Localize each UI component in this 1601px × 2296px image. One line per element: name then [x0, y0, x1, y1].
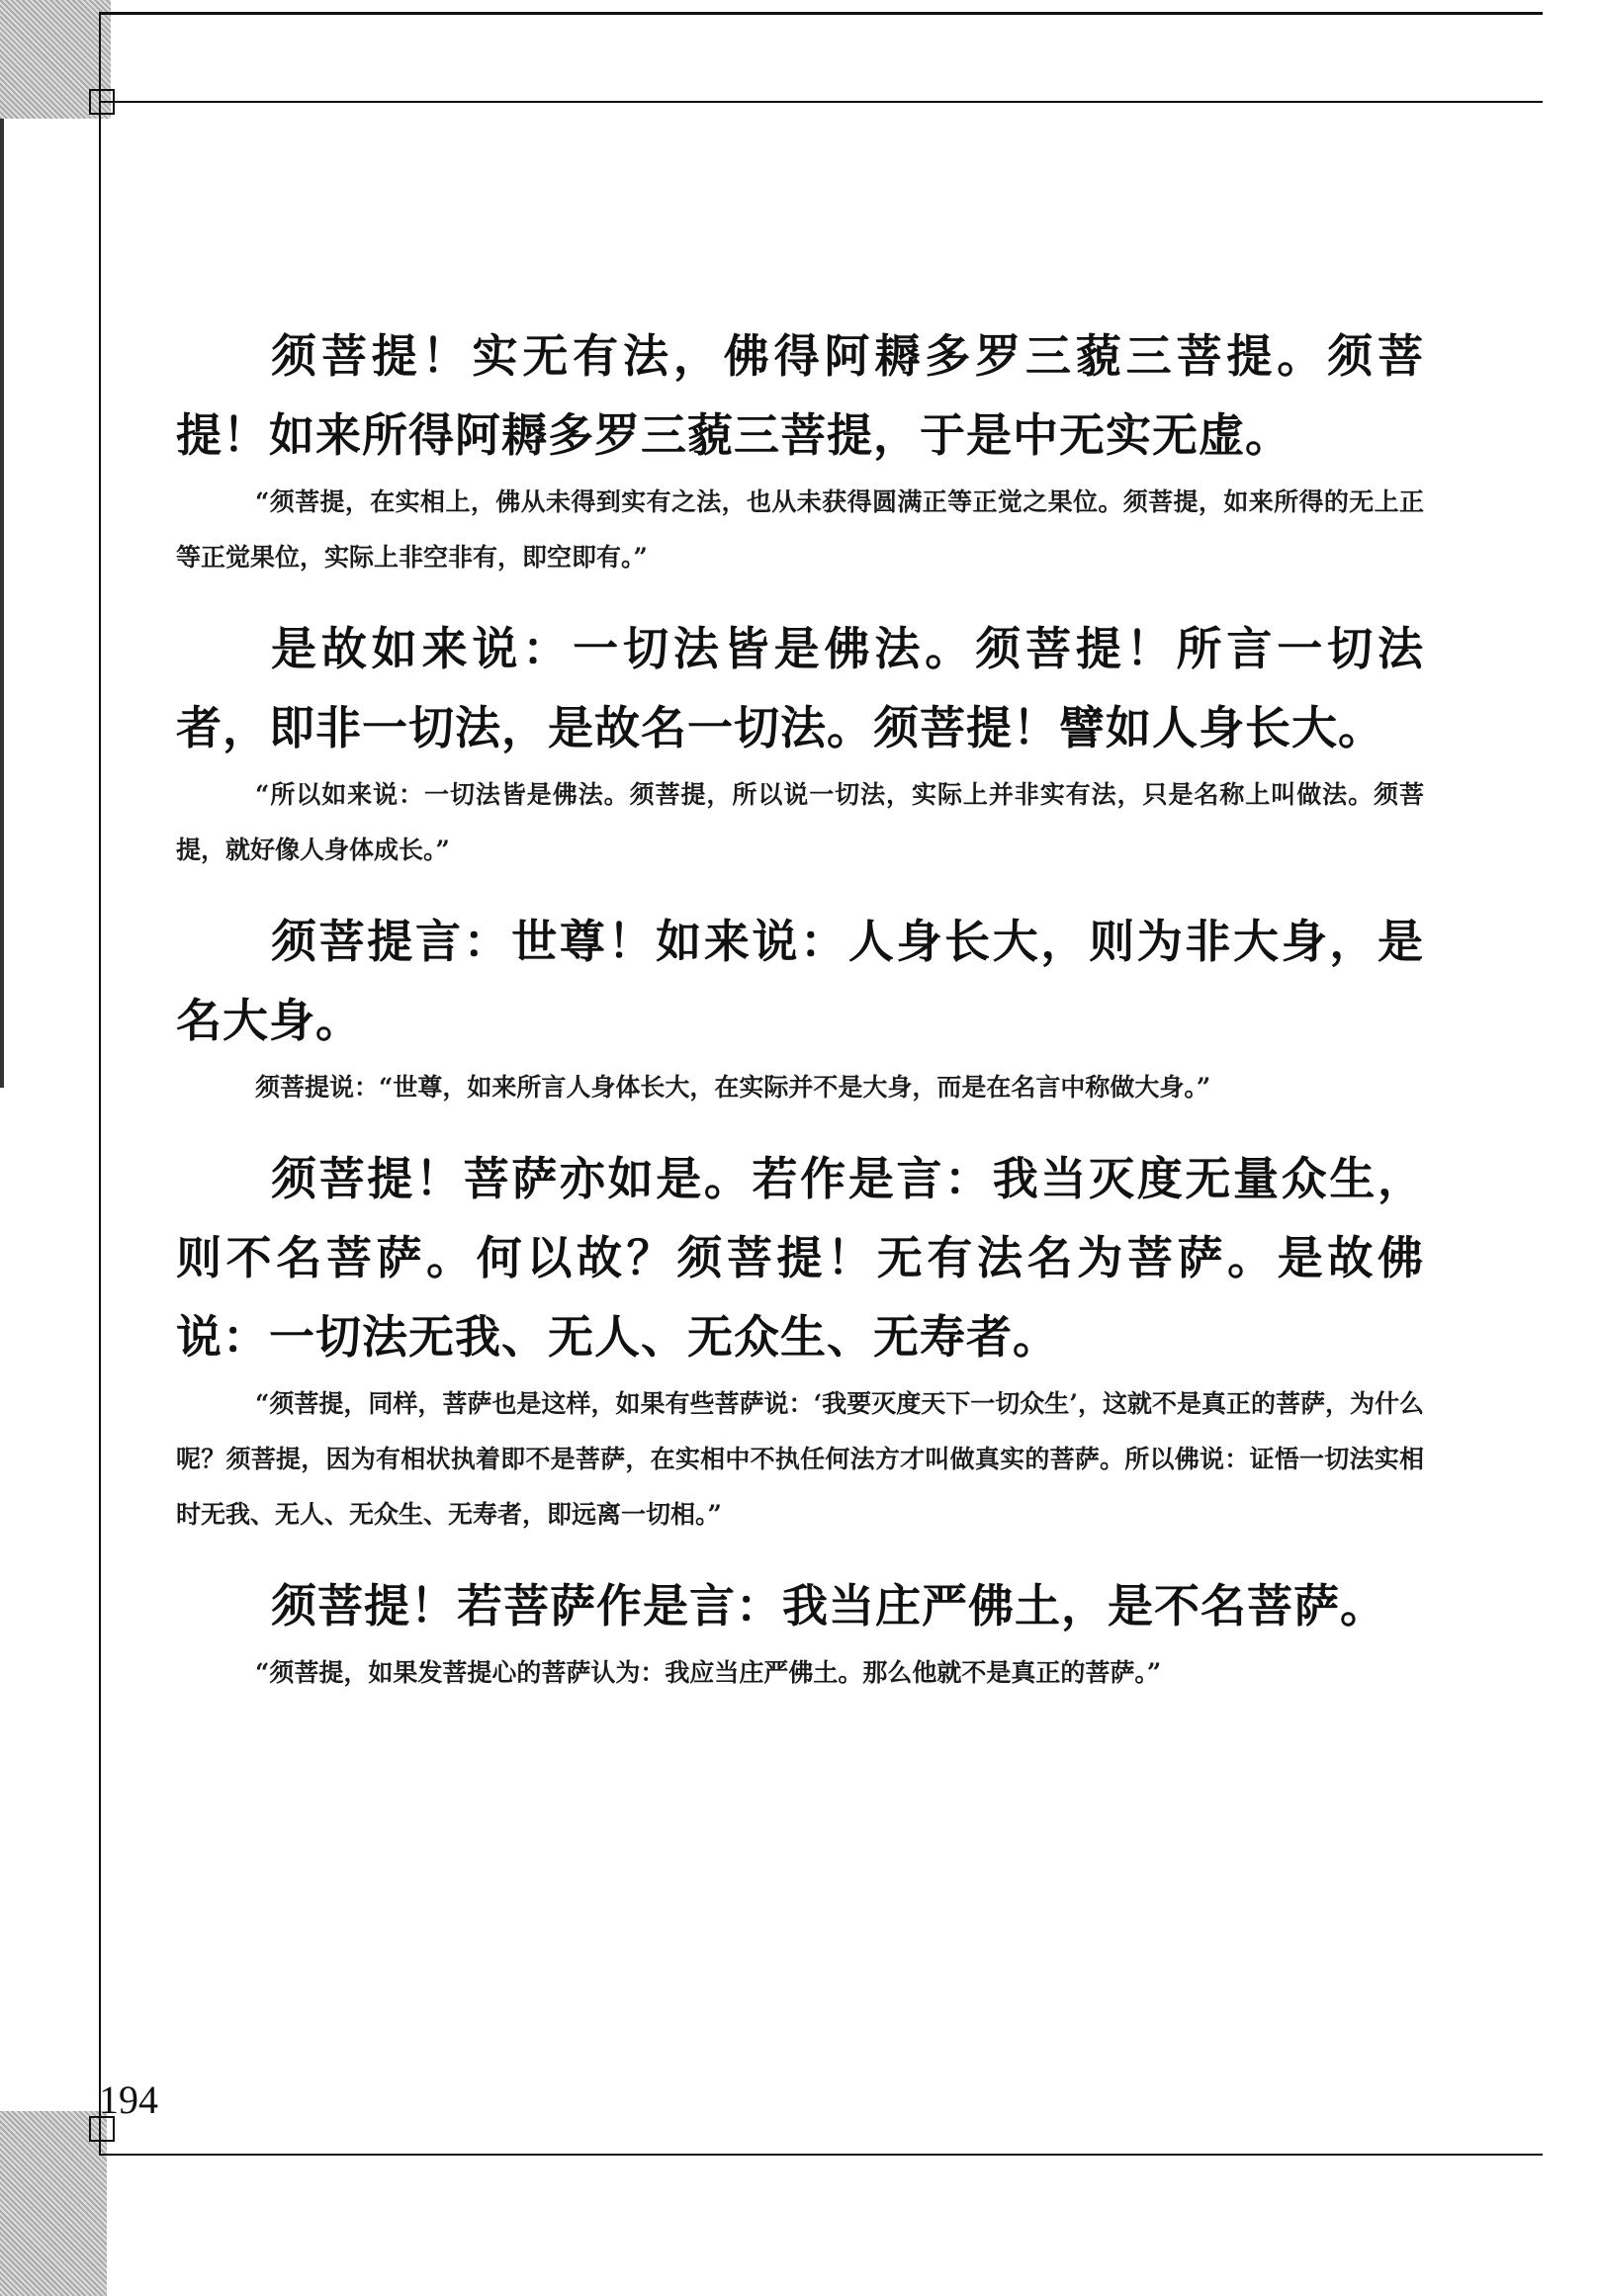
sutra-text: 须菩提言：世尊！如来说：人身长大，则为非大身，是名大身。 [176, 915, 1424, 1047]
translation-text: “须菩提，在实相上，佛从未得到实有之法，也从未获得圆满正等正觉之果位。须菩提，如来所得的无上正等正觉果位，实际上非空非有，即空即有。” [176, 487, 1424, 572]
verse-block-3 [176, 902, 1424, 1115]
sutra-text: 须菩提！若菩萨作是言：我当庄严佛土，是不名菩萨。 [271, 1579, 1386, 1633]
verse-block-4 [176, 1139, 1424, 1543]
translation-text: “须菩提，同样，菩萨也是这样，如果有些菩萨说：‘我要灭度天下一切众生’，这就不是真正的菩萨，为什么呢？须菩提，因为有相状执着即不是菩萨，在实相中不执任何法方才叫做真实的菩萨。所以佛说：证悟一切法实相时无我、无人、无众生、无寿者，即远离一切相。” [176, 1389, 1424, 1529]
sutra-text: 是故如来说：一切法皆是佛法。须菩提！所言一切法者，即非一切法，是故名一切法。须菩提！譬如人身长大。 [176, 622, 1424, 754]
frame-corner-top [89, 89, 115, 115]
top-border-rule [99, 12, 1543, 15]
verse-block-1 [176, 316, 1424, 585]
page-edge-shadow [0, 119, 4, 1088]
bottom-border-rule [99, 2154, 1543, 2156]
translation-text: “所以如来说：一切法皆是佛法。须菩提，所以说一切法，实际上并非实有法，只是名称上叫做法。须菩提，就好像人身体成长。” [176, 780, 1424, 864]
sutra-text: 须菩提！实无有法，佛得阿耨多罗三藐三菩提。须菩提！如来所得阿耨多罗三藐三菩提，于是中无实无虚。 [176, 329, 1424, 462]
page-body [176, 316, 1424, 1724]
top-inner-rule [99, 101, 1543, 103]
translation-text: 须菩提说：“世尊，如来所言人身体长大，在实际并不是大身，而是在名言中称做大身。” [255, 1073, 1211, 1102]
verse-block-2 [176, 609, 1424, 878]
left-border-rule [99, 12, 101, 2156]
translation-text: “须菩提，如果发菩提心的菩萨认为：我应当庄严佛土。那么他就不是真正的菩萨。” [255, 1658, 1162, 1687]
sutra-text: 须菩提！菩萨亦如是。若作是言：我当灭度无量众生，则不名菩萨。何以故？须菩提！无有法名为菩萨。是故佛说：一切法无我、无人、无众生、无寿者。 [176, 1152, 1424, 1364]
verse-block-5 [176, 1566, 1424, 1701]
page-number: 194 [99, 2077, 158, 2122]
